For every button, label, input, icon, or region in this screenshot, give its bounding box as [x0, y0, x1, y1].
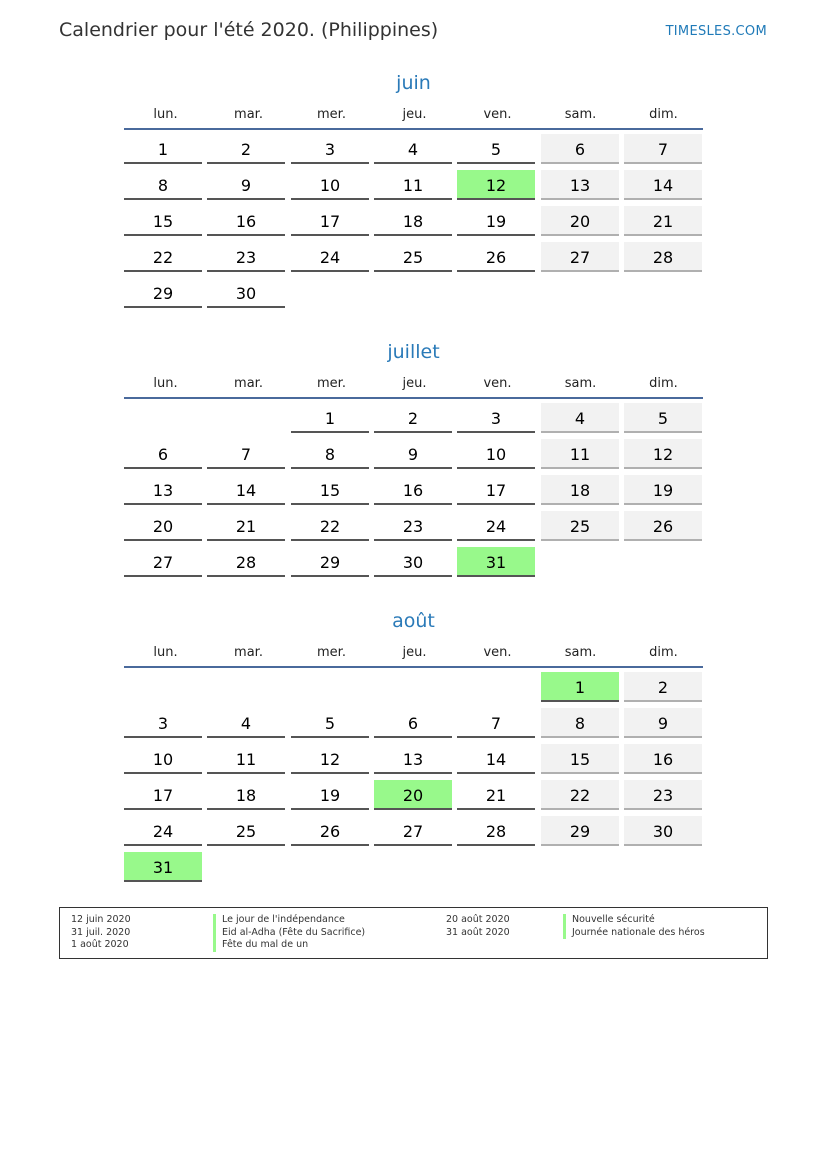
- day-cell[interactable]: 14: [457, 744, 535, 774]
- weekday-label: jeu.: [402, 376, 427, 391]
- weekday-label: mar.: [234, 645, 263, 660]
- day-cell[interactable]: 12: [291, 744, 369, 774]
- month-calendar: [124, 69, 703, 303]
- day-cell[interactable]: 26: [457, 242, 535, 272]
- legend-holiday-name: Eid al-Adha (Fête du Sacrifice): [213, 927, 365, 940]
- weekday-label: mer.: [317, 376, 346, 391]
- legend-holiday-name: Le jour de l'indépendance: [213, 914, 365, 927]
- day-cell[interactable]: 19: [291, 780, 369, 810]
- day-cell[interactable]: 23: [374, 511, 452, 541]
- holiday-day-cell[interactable]: 31: [457, 547, 535, 577]
- day-cell[interactable]: 18: [374, 206, 452, 236]
- day-cell[interactable]: 28: [457, 816, 535, 846]
- legend-date: 20 août 2020: [446, 914, 510, 925]
- day-cell[interactable]: 6: [124, 439, 202, 469]
- legend-names-left: [213, 914, 365, 952]
- weekday-label: dim.: [649, 107, 678, 122]
- day-cell[interactable]: 27: [541, 242, 619, 272]
- day-cell[interactable]: 30: [374, 547, 452, 577]
- day-cell[interactable]: 10: [291, 170, 369, 200]
- day-cell[interactable]: 21: [624, 206, 702, 236]
- day-cell[interactable]: 23: [624, 780, 702, 810]
- weekday-header: [124, 644, 703, 668]
- weekday-label: jeu.: [402, 645, 427, 660]
- day-cell[interactable]: 4: [374, 134, 452, 164]
- month-name: août: [392, 610, 435, 632]
- weekday-label: lun.: [153, 107, 178, 122]
- day-cell[interactable]: 6: [374, 708, 452, 738]
- day-cell[interactable]: 13: [541, 170, 619, 200]
- holiday-day-cell[interactable]: 12: [457, 170, 535, 200]
- day-cell[interactable]: 15: [541, 744, 619, 774]
- month-name: juillet: [387, 341, 440, 363]
- weekday-label: ven.: [483, 107, 512, 122]
- day-cell[interactable]: 8: [291, 439, 369, 469]
- weekday-label: sam.: [564, 376, 597, 391]
- weekday-label: sam.: [564, 107, 597, 122]
- day-cell[interactable]: 5: [457, 134, 535, 164]
- day-cell[interactable]: 22: [541, 780, 619, 810]
- day-cell[interactable]: 7: [457, 708, 535, 738]
- day-cell[interactable]: 19: [624, 475, 702, 505]
- day-cell[interactable]: 5: [291, 708, 369, 738]
- month-name: juin: [396, 72, 431, 94]
- day-cell[interactable]: 28: [207, 547, 285, 577]
- page-title: Calendrier pour l'été 2020. (Philippines): [59, 19, 439, 41]
- day-cell[interactable]: 15: [124, 206, 202, 236]
- legend-date: 31 août 2020: [446, 926, 510, 938]
- weekday-label: ven.: [483, 645, 512, 660]
- weekday-header: [124, 375, 703, 399]
- day-cell[interactable]: 7: [207, 439, 285, 469]
- day-cell[interactable]: 29: [291, 547, 369, 577]
- day-cell[interactable]: 4: [541, 403, 619, 433]
- holiday-legend: [59, 907, 768, 959]
- weekday-label: ven.: [483, 376, 512, 391]
- weekday-label: mer.: [317, 645, 346, 660]
- day-cell[interactable]: 17: [124, 780, 202, 810]
- day-cell[interactable]: 26: [624, 511, 702, 541]
- day-cell[interactable]: 14: [207, 475, 285, 505]
- holiday-day-cell[interactable]: 31: [124, 852, 202, 882]
- day-cell[interactable]: 24: [291, 242, 369, 272]
- day-cell[interactable]: 18: [541, 475, 619, 505]
- weekday-label: lun.: [153, 645, 178, 660]
- day-cell[interactable]: 24: [457, 511, 535, 541]
- day-cell[interactable]: 29: [124, 278, 202, 308]
- day-cell[interactable]: 9: [374, 439, 452, 469]
- weekday-label: mar.: [234, 107, 263, 122]
- day-cell[interactable]: 3: [457, 403, 535, 433]
- day-cell[interactable]: 29: [541, 816, 619, 846]
- day-cell[interactable]: 18: [207, 780, 285, 810]
- day-cell[interactable]: 16: [624, 744, 702, 774]
- day-cell[interactable]: 10: [124, 744, 202, 774]
- day-cell[interactable]: 19: [457, 206, 535, 236]
- day-cell[interactable]: 21: [207, 511, 285, 541]
- day-cell[interactable]: 30: [207, 278, 285, 308]
- legend-date: 31 juil. 2020: [71, 926, 131, 938]
- day-cell[interactable]: 14: [624, 170, 702, 200]
- day-cell[interactable]: 4: [207, 708, 285, 738]
- day-cell[interactable]: 27: [124, 547, 202, 577]
- weekday-label: dim.: [649, 376, 678, 391]
- legend-dates-left: [71, 914, 131, 952]
- day-cell[interactable]: 9: [624, 708, 702, 738]
- legend-holiday-name: Fête du mal de un: [213, 939, 365, 952]
- day-cell[interactable]: 26: [291, 816, 369, 846]
- day-cell[interactable]: 24: [124, 816, 202, 846]
- legend-holiday-name: Nouvelle sécurité: [563, 914, 705, 927]
- day-cell[interactable]: 25: [374, 242, 452, 272]
- day-cell[interactable]: 12: [624, 439, 702, 469]
- day-cell[interactable]: 23: [207, 242, 285, 272]
- day-cell[interactable]: 3: [291, 134, 369, 164]
- day-cell[interactable]: 22: [291, 511, 369, 541]
- day-cell[interactable]: 17: [291, 206, 369, 236]
- day-cell[interactable]: 16: [207, 206, 285, 236]
- legend-names-right: [563, 914, 705, 939]
- holiday-day-cell[interactable]: 20: [374, 780, 452, 810]
- day-cell[interactable]: 1: [124, 134, 202, 164]
- day-cell[interactable]: 2: [374, 403, 452, 433]
- day-cell[interactable]: 20: [541, 206, 619, 236]
- day-cell[interactable]: 8: [124, 170, 202, 200]
- day-cell[interactable]: 30: [624, 816, 702, 846]
- day-cell[interactable]: 3: [124, 708, 202, 738]
- day-cell[interactable]: 20: [124, 511, 202, 541]
- day-cell[interactable]: 1: [291, 403, 369, 433]
- day-cell[interactable]: 28: [624, 242, 702, 272]
- day-cell[interactable]: 10: [457, 439, 535, 469]
- weekday-label: mar.: [234, 376, 263, 391]
- day-cell[interactable]: 15: [291, 475, 369, 505]
- weekday-label: jeu.: [402, 107, 427, 122]
- brand-logo[interactable]: TIMESLES.COM: [665, 24, 767, 39]
- day-cell[interactable]: 27: [374, 816, 452, 846]
- day-cell[interactable]: 13: [124, 475, 202, 505]
- weekday-label: mer.: [317, 107, 346, 122]
- weekday-header: [124, 106, 703, 130]
- legend-date: 1 août 2020: [71, 939, 129, 950]
- day-cell[interactable]: 9: [207, 170, 285, 200]
- month-calendar: [124, 607, 703, 877]
- day-cell[interactable]: 5: [624, 403, 702, 433]
- day-cell[interactable]: 21: [457, 780, 535, 810]
- day-cell[interactable]: 25: [207, 816, 285, 846]
- day-cell[interactable]: 13: [374, 744, 452, 774]
- weekday-label: sam.: [564, 645, 597, 660]
- legend-date: 12 juin 2020: [71, 914, 131, 925]
- month-calendar: [124, 338, 703, 572]
- day-cell[interactable]: 16: [374, 475, 452, 505]
- day-cell[interactable]: 2: [207, 134, 285, 164]
- day-cell[interactable]: 8: [541, 708, 619, 738]
- day-cell[interactable]: 22: [124, 242, 202, 272]
- day-cell[interactable]: 11: [207, 744, 285, 774]
- holiday-day-cell[interactable]: 1: [541, 672, 619, 702]
- day-cell[interactable]: 2: [624, 672, 702, 702]
- weekday-label: lun.: [153, 376, 178, 391]
- day-cell[interactable]: 7: [624, 134, 702, 164]
- day-cell[interactable]: 6: [541, 134, 619, 164]
- legend-holiday-name: Journée nationale des héros: [563, 927, 705, 940]
- day-cell[interactable]: 11: [374, 170, 452, 200]
- day-cell[interactable]: 11: [541, 439, 619, 469]
- day-cell[interactable]: 25: [541, 511, 619, 541]
- weekday-label: dim.: [649, 645, 678, 660]
- day-cell[interactable]: 17: [457, 475, 535, 505]
- legend-dates-right: [446, 914, 510, 939]
